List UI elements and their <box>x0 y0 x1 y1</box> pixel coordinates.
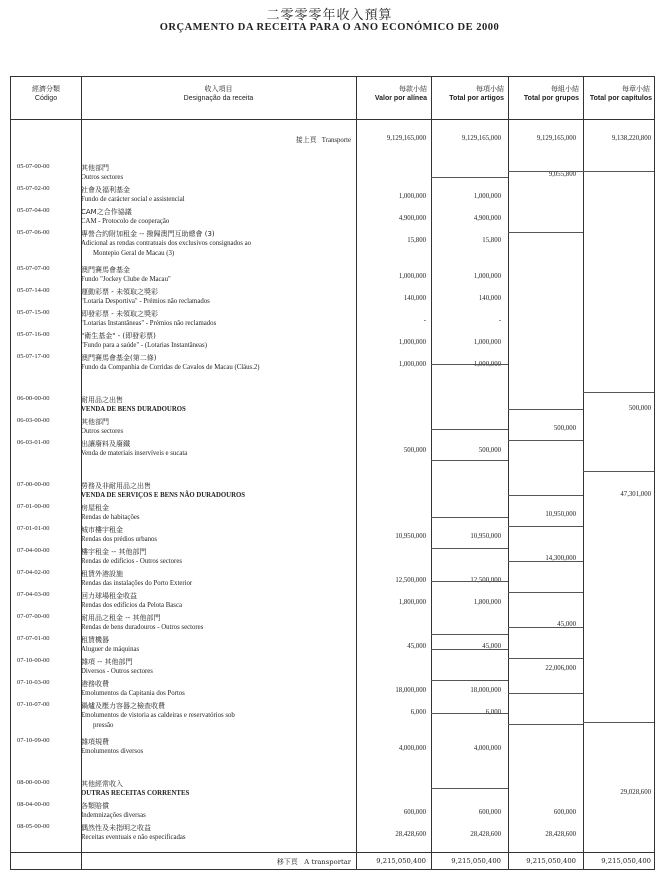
row-alinea: 140,000 <box>403 295 426 302</box>
row-grupos: 500,000 <box>553 425 576 432</box>
row-alinea: 1,000,000 <box>398 361 426 368</box>
row-code: 06-03-00-00 <box>17 417 50 424</box>
cell-box <box>508 409 583 441</box>
row-designation: 出讓廢料及廢鐵 Venda de materiais inservíveis e sucata <box>81 440 188 457</box>
row-alinea: 500,000 <box>403 447 426 454</box>
row-code: 06-00-00-00 <box>17 395 50 402</box>
row-artigos: 15,800 <box>482 237 501 244</box>
row-code: 05-07-04-00 <box>17 207 50 214</box>
row-code: 07-07-01-00 <box>17 635 50 642</box>
row-designation: 偶然性及未指明之收益 Receitas eventuais e não especificadas <box>81 824 186 841</box>
row-designation: 雜項規費 Emolumentos diversos <box>81 738 144 755</box>
page-title-pt: ORÇAMENTO DA RECEITA PARA O ANO ECONÓMICO DE 2000 <box>159 22 500 33</box>
row-code: 08-00-00-00 <box>17 779 50 786</box>
row-alinea: 28,428,600 <box>395 831 426 838</box>
row-alinea: 1,800,000 <box>398 599 426 606</box>
row-grupos: 600,000 <box>553 809 576 816</box>
row-designation: 耐用品之出售 VENDA DE BENS DURADOUROS <box>81 396 186 413</box>
cell-box <box>508 171 583 233</box>
row-artigos: 6,000 <box>485 709 501 716</box>
row-artigos: 1,800,000 <box>473 599 501 606</box>
row-code: 05-07-15-00 <box>17 309 50 316</box>
row-alinea: - <box>423 317 426 324</box>
row-grupos: 22,006,000 <box>545 665 576 672</box>
cell-box <box>431 713 508 789</box>
header-grupos: 每組小結 Total por grupos <box>523 85 579 102</box>
cell-box <box>431 517 508 549</box>
row-code: 08-04-00-00 <box>17 801 50 808</box>
row-capitulos: 47,301,000 <box>620 491 651 498</box>
row-grupos: 9,055,800 <box>548 171 576 178</box>
row-designation: 各類賠償 Indemnizações diversas <box>81 802 146 819</box>
row-artigos: 500,000 <box>478 447 501 454</box>
row-artigos: 1,000,000 <box>473 193 501 200</box>
row-artigos: 140,000 <box>478 295 501 302</box>
row-designation: 其他經常收入 OUTRAS RECEITAS CORRENTES <box>81 780 190 797</box>
row-artigos: - <box>498 317 501 324</box>
row-designation: 其他部門 Outros sectores <box>81 164 124 181</box>
row-code: 05-07-16-00 <box>17 331 50 338</box>
row-alinea: 45,000 <box>407 643 426 650</box>
row-designation: 城市樓宇租金 Rendas dos prédios urbanos <box>81 526 158 543</box>
row-alinea: 6,000 <box>410 709 426 716</box>
row-code: 07-01-00-00 <box>17 503 50 510</box>
row-code: 07-10-09-00 <box>17 737 50 744</box>
row-code: 07-10-07-00 <box>17 701 50 708</box>
row-grupos: 28,428,600 <box>545 831 576 838</box>
row-designation: 雜項 -- 其他部門 Diversos - Outros sectores <box>81 658 153 675</box>
row-grupos: 10,950,000 <box>545 511 576 518</box>
budget-table: 經濟分類 Código 收入項目 Designação da receita 每款小結 Valor por alínea 每項小結 Total por artigos 每組小結 Total por grupos 每章小結 Total por capítulos 接上頁 Transporte 9,129,165,000 9,129,165,000 9,129,165,000 9,138,220,800 05-07-00-00 其他部門 Outros sectores 9,055,800 05-07-02-00 社會及福利基金 Fundo de carácter social e assistencial 1,000,000 1,000,000 05-07-04-00 CAM之合作協議 CAM - Protocolo de cooperação 4,900,000 4,900,000 05-07-06-00 專營合約附加租金 -- 撥歸澳門互助總會 (3) Adicional as rendas contratuais dos exclusivos consignados ao Montepio Geral de Macau (3) 15,800 15,800 05-07-07-00 澳門賽馬會基金 Fundo "Jockey Clube de Macau" 1,000,000 1,000,000 05-07-14-00 運動彩票 - 未領取之獎彩 "Lotaria Desportiva" - Prémios não reclamados 140,000 140,000 05-07-15-00 即發彩票 - 未領取之獎彩 "Lotarias Instantâneas" - Prémios não reclamados - - 05-07-16-00 "衛生基金" - (即發彩票) "Fundo para a saúde" - (Lotarias Instantâneas) 1,000,000 1,000,000 05-07-17-00 澳門賽馬會基金(第二條) Fundo da Companhia de Corridas de Cavalos de Macau (Cláus.2) 1,000,000 1,000,000 06-00-00-00 耐用品之出售 VENDA DE BENS DURADOUROS 500,000 06-03-00-00 其他部門 Outros sectores 500,000 06-03-01-00 出讓廢料及廢鐵 Venda de materiais inservíveis e sucata 500,000 500,000 07-00-00-00 勞務及非耐用品之出售 VENDA DE SERVIÇOS E BENS NÃO DURADOUROS 47,301,000 07-01-00-00 房屋租金 Rendas de habitações 10,950,000 07-01-01-00 城市樓宇租金 Rendas dos prédios urbanos 10,950,000 10,950,000 07-04-00-00 樓宇租金 -- 其他部門 Rendas de edifícios - Outros sectores 14,300,000 07-04-02-00 租賃外港設施 Rendas das instalações do Porto Exterior 12,500,000 12,500,000 07-04-03-00 回力球場租金收益 Rendas dos edifícios da Pelota Basca 1,800,000 1,800,000 07-07-00-00 耐用品之租金 -- 其他部門 Rendas de bens duradouros - Outros sectores 45,000 07-07-01-00 租賃機器 Aluguer de máquinas 45,000 45,000 07-10-00-00 雜項 -- 其他部門 Diversos - Outros sectores 22,006,000 07-10-03-00 港務收費 Emolumentos da Capitania dos Portos 18,000,000 18,000,000 07-10-07-00 鍋爐及壓力容器之檢查收費 Emolumentos de vistoria as caldeiras e reservatórios sob pressão 6,000 6,000 07-10-09-00 雜項規費 Emolumentos diversos 4,000,000 4,000,000 08-00-00-00 其他經常收入 OUTRAS RECEITAS CORRENTES 29,028,600 08-04-00-00 各類賠償 Indemnizações diversas 600,000 600,000 600,000 08-05-00-00 偶然性及未指明之收益 Receitas eventuais e não especificadas 28,428,600 28,428,600 28,428,600 移下頁 A transportar 9,215,050,400 9,215,050,400 9,215,050,400 9,215,050,400 <box>10 76 655 870</box>
row-artigos: 12,500,000 <box>470 577 501 584</box>
row-grupos: 45,000 <box>557 621 576 628</box>
row-designation: CAM之合作協議 CAM - Protocolo de cooperação <box>81 208 170 225</box>
cell-box <box>431 581 508 635</box>
row-designation: 專營合約附加租金 -- 撥歸澳門互助總會 (3) Adicional as rendas contratuais dos exclusivos consignados ao Montepio Geral de Macau (3) <box>81 230 252 257</box>
row-designation: 租賃外港設施 Rendas das instalações do Porto Exterior <box>81 570 193 587</box>
row-artigos: 4,000,000 <box>473 745 501 752</box>
cell-box <box>508 495 583 527</box>
page-title-zh: 二零零零年收入預算 <box>266 8 393 23</box>
row-artigos: 45,000 <box>482 643 501 650</box>
row-artigos: 18,000,000 <box>470 687 501 694</box>
row-artigos: 10,950,000 <box>470 533 501 540</box>
row-code: 05-07-07-00 <box>17 265 50 272</box>
row-designation: 運動彩票 - 未領取之獎彩 "Lotaria Desportiva" - Prémios não reclamados <box>81 288 210 305</box>
row-artigos: 1,000,000 <box>473 361 501 368</box>
row-designation: 回力球場租金收益 Rendas dos edifícios da Pelota Basca <box>81 592 182 609</box>
row-alinea: 600,000 <box>403 809 426 816</box>
row-alinea: 15,800 <box>407 237 426 244</box>
row-designation: "衛生基金" - (即發彩票) "Fundo para a saúde" - (Lotarias Instantâneas) <box>81 332 207 349</box>
row-designation: 勞務及非耐用品之出售 VENDA DE SERVIÇOS E BENS NÃO DURADOUROS <box>81 482 246 499</box>
header-code: 經濟分類 Código <box>32 85 60 102</box>
row-code: 07-10-03-00 <box>17 679 50 686</box>
row-artigos: 4,900,000 <box>473 215 501 222</box>
row-capitulos: 500,000 <box>628 405 651 412</box>
row-code: 05-07-17-00 <box>17 353 50 360</box>
row-code: 07-00-00-00 <box>17 481 50 488</box>
row-artigos: 1,000,000 <box>473 273 501 280</box>
row-artigos: 28,428,600 <box>470 831 501 838</box>
row-designation: 房屋租金 Rendas de habitações <box>81 504 140 521</box>
cell-box <box>508 627 583 659</box>
row-designation: 鍋爐及壓力容器之檢查收費 Emolumentos de vistoria as caldeiras e reservatórios sob pressão <box>81 702 235 729</box>
row-code: 07-07-00-00 <box>17 613 50 620</box>
row-code: 05-07-06-00 <box>17 229 50 236</box>
row-designation: 澳門賽馬會基金(第二條) Fundo da Companhia de Corridas de Cavalos de Macau (Cláus.2) <box>81 354 260 371</box>
row-alinea: 12,500,000 <box>395 577 426 584</box>
header-designation: 收入項目 Designação da receita <box>183 85 254 102</box>
row-code: 07-01-01-00 <box>17 525 50 532</box>
row-designation: 港務收費 Emolumentos da Capitania dos Portos <box>81 680 185 697</box>
row-code: 07-04-02-00 <box>17 569 50 576</box>
row-alinea: 1,000,000 <box>398 193 426 200</box>
cell-box <box>583 471 654 723</box>
cell-box <box>508 561 583 593</box>
header-alinea: 每款小結 Valor por alínea <box>374 85 427 102</box>
row-designation: 樓宇租金 -- 其他部門 Rendas de edifícios - Outros sectores <box>81 548 182 565</box>
row-grupos: 14,300,000 <box>545 555 576 562</box>
row-code: 08-05-00-00 <box>17 823 50 830</box>
row-designation: 即發彩票 - 未領取之獎彩 "Lotarias Instantâneas" - Prémios não reclamados <box>81 310 217 327</box>
row-alinea: 4,900,000 <box>398 215 426 222</box>
cell-box <box>431 429 508 461</box>
row-capitulos: 29,028,600 <box>620 789 651 796</box>
row-designation: 其他部門 Outros sectores <box>81 418 124 435</box>
row-alinea: 4,000,000 <box>398 745 426 752</box>
row-code: 05-07-02-00 <box>17 185 50 192</box>
row-alinea: 18,000,000 <box>395 687 426 694</box>
row-designation: 社會及福利基金 Fundo de carácter social e assistencial <box>81 186 185 203</box>
cell-box <box>431 177 508 365</box>
row-designation: 租賃機器 Aluguer de máquinas <box>81 636 140 653</box>
header-capitulos: 每章小結 Total por capítulos <box>589 85 652 102</box>
row-code: 07-10-00-00 <box>17 657 50 664</box>
row-artigos: 1,000,000 <box>473 339 501 346</box>
row-code: 07-04-00-00 <box>17 547 50 554</box>
row-alinea: 1,000,000 <box>398 273 426 280</box>
row-alinea: 1,000,000 <box>398 339 426 346</box>
header-artigos: 每項小結 Total por artigos <box>449 85 504 102</box>
row-code: 07-04-03-00 <box>17 591 50 598</box>
row-artigos: 600,000 <box>478 809 501 816</box>
row-alinea: 10,950,000 <box>395 533 426 540</box>
row-code: 05-07-00-00 <box>17 163 50 170</box>
row-designation: 耐用品之租金 -- 其他部門 Rendas de bens duradouros - Outros sectores <box>81 614 204 631</box>
row-designation: 澳門賽馬會基金 Fundo "Jockey Clube de Macau" <box>81 266 171 283</box>
row-code: 06-03-01-00 <box>17 439 50 446</box>
cell-box <box>583 171 654 393</box>
row-code: 05-07-14-00 <box>17 287 50 294</box>
cell-box <box>508 693 583 725</box>
cell-box <box>431 649 508 681</box>
